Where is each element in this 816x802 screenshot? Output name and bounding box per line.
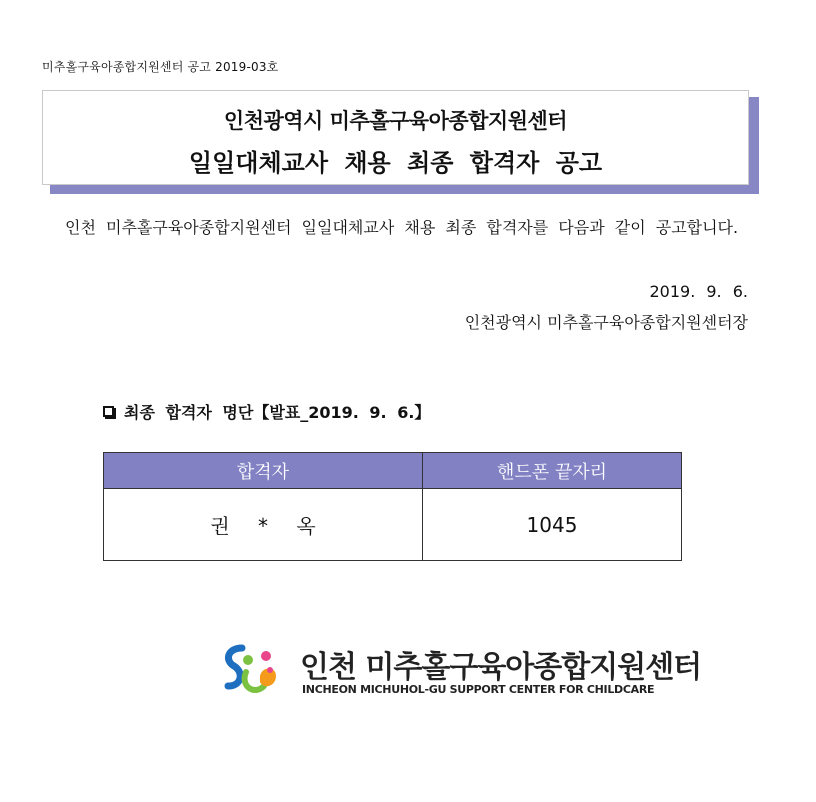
cell-passer-name: 권 * 옥 xyxy=(104,489,423,561)
page-title: 일일대체교사 채용 최종 합격자 공고 xyxy=(188,149,603,177)
header-phone-last-digits: 핸드폰 끝자리 xyxy=(423,453,682,489)
table-header-row xyxy=(104,453,682,489)
center-logo xyxy=(220,640,702,700)
result-table xyxy=(103,452,682,561)
title-organization: 인천광역시 미추홀구육아종합지원센터 xyxy=(223,109,568,133)
announcement-body: 인천 미추홀구육아종합지원센터 일일대체교사 채용 최종 합격자를 다음과 같이 공고합니다. xyxy=(65,218,739,237)
logo-korean-text: 인천 미추홀구육아종합지원센터 xyxy=(300,650,702,685)
logo-english-text: INCHEON MICHUHOL-GU SUPPORT CENTER FOR CHILDCARE xyxy=(302,683,655,696)
header-passer: 합격자 xyxy=(104,453,423,489)
organization-signature: 인천광역시 미추홀구육아종합지원센터장 xyxy=(464,313,748,332)
title-box xyxy=(42,90,749,185)
center-logo-mark-icon xyxy=(220,642,284,700)
cell-phone-digits: 1045 xyxy=(423,489,682,561)
section-heading-text: 최종 합격자 명단【발표_2019. 9. 6.】 xyxy=(124,403,431,422)
table-row xyxy=(104,489,682,561)
section-heading xyxy=(103,400,430,423)
announcement-date: 2019. 9. 6. xyxy=(649,282,748,301)
document-number: 미추홀구육아종합지원센터 공고 2019-03호 xyxy=(42,60,279,74)
checkbox-bullet-icon xyxy=(103,406,114,417)
